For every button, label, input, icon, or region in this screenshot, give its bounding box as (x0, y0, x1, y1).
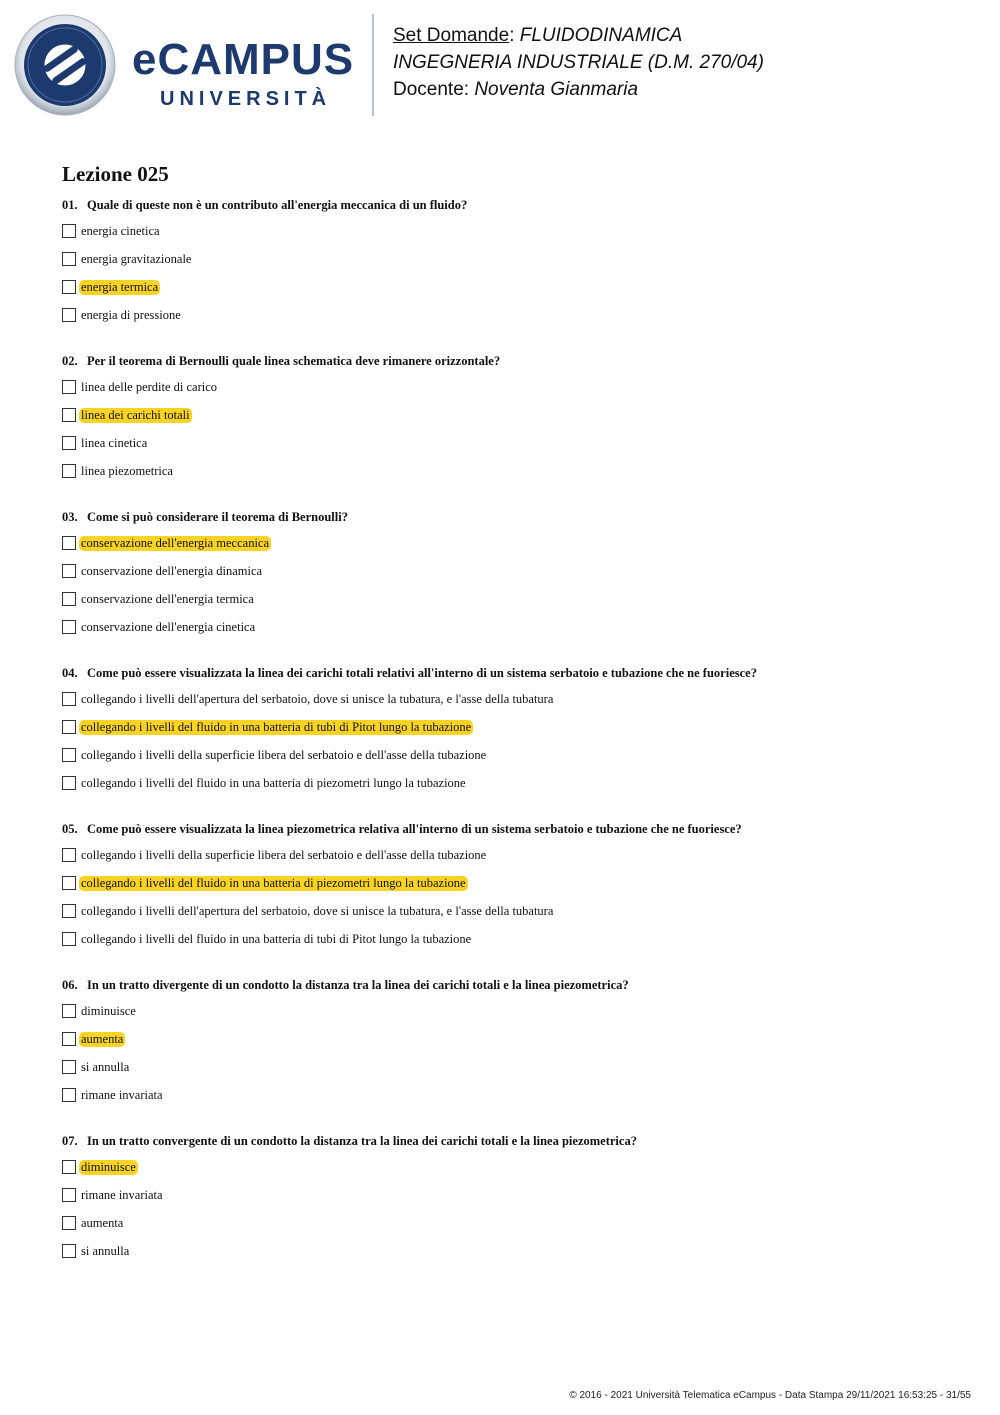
answer-checkbox[interactable] (62, 1188, 76, 1202)
answer-label: conservazione dell'energia termica (81, 592, 254, 606)
question-text: Per il teorema di Bernoulli quale linea schematica deve rimanere orizzontale? (87, 354, 501, 368)
answer-checkbox[interactable] (62, 1160, 76, 1174)
answer-label: si annulla (81, 1060, 130, 1074)
answer-checkbox[interactable] (62, 308, 76, 322)
question-block (62, 197, 962, 336)
question-number: 02. (62, 354, 78, 368)
question-block (62, 665, 962, 804)
question-text: Quale di queste non è un contributo all'energia meccanica di un fluido? (87, 198, 468, 212)
header-divider (372, 14, 374, 116)
question-text: In un tratto convergente di un condotto la distanza tra la linea dei carichi totali e la linea piezometrica? (87, 1134, 637, 1148)
answer-option[interactable] (62, 620, 962, 648)
question-number: 06. (62, 978, 78, 992)
answer-option[interactable] (62, 848, 962, 876)
correct-answer-label: aumenta (81, 1032, 124, 1046)
answer-label: collegando i livelli della superficie libera del serbatoio e dell'asse della tubazione (81, 848, 487, 862)
answer-checkbox[interactable] (62, 692, 76, 706)
question-title (62, 821, 962, 837)
questions-content (62, 160, 962, 1289)
answer-option[interactable] (62, 1032, 962, 1060)
question-number: 03. (62, 510, 78, 524)
answer-option[interactable] (62, 1244, 962, 1272)
answer-checkbox[interactable] (62, 592, 76, 606)
answer-option[interactable] (62, 252, 962, 280)
answer-checkbox[interactable] (62, 1032, 76, 1046)
answer-checkbox[interactable] (62, 776, 76, 790)
answer-checkbox[interactable] (62, 464, 76, 478)
answer-checkbox[interactable] (62, 1216, 76, 1230)
answer-label: rimane invariata (81, 1088, 163, 1102)
answer-checkbox[interactable] (62, 564, 76, 578)
correct-answer-label: energia termica (81, 280, 159, 294)
answer-option[interactable] (62, 904, 962, 932)
correct-answer-label: conservazione dell'energia meccanica (81, 536, 270, 550)
answer-checkbox[interactable] (62, 380, 76, 394)
answer-label: si annulla (81, 1244, 130, 1258)
answer-option[interactable] (62, 408, 962, 436)
teacher-label: Docente: (393, 79, 470, 100)
answer-checkbox[interactable] (62, 876, 76, 890)
answer-option[interactable] (62, 1060, 962, 1088)
answer-option[interactable] (62, 720, 962, 748)
question-text: In un tratto divergente di un condotto la distanza tra la linea dei carichi totali e la linea piezometrica? (87, 978, 629, 992)
lesson-title: Lezione 025 (62, 162, 169, 186)
answer-option[interactable] (62, 308, 962, 336)
answer-checkbox[interactable] (62, 1004, 76, 1018)
answer-option[interactable] (62, 932, 962, 960)
answer-checkbox[interactable] (62, 904, 76, 918)
question-number: 05. (62, 822, 78, 836)
ecampus-seal-icon (14, 14, 116, 116)
answer-checkbox[interactable] (62, 620, 76, 634)
answer-checkbox[interactable] (62, 1060, 76, 1074)
answer-label: linea cinetica (81, 436, 148, 450)
page-footer: © 2016 - 2021 Università Telematica eCampus - Data Stampa 29/11/2021 16:53:25 - 31/55 (569, 1390, 971, 1401)
question-block (62, 821, 962, 960)
question-title (62, 1133, 962, 1149)
answer-option[interactable] (62, 280, 962, 308)
answer-label: linea delle perdite di carico (81, 380, 218, 394)
question-list (62, 197, 962, 1272)
answer-label: collegando i livelli del fluido in una batteria di piezometri lungo la tubazione (81, 776, 466, 790)
answer-label: conservazione dell'energia cinetica (81, 620, 256, 634)
logo-brand: eCAMPUS (132, 35, 355, 84)
correct-answer-label: collegando i livelli del fluido in una batteria di piezometri lungo la tubazione (81, 876, 466, 890)
answer-option[interactable] (62, 464, 962, 492)
set-value: FLUIDODINAMICA (519, 25, 683, 46)
question-text: Come può essere visualizzata la linea dei carichi totali relativi all'interno di un sistema serbatoio e tubazione che ne fuoriesce? (87, 666, 757, 680)
answer-label: collegando i livelli dell'apertura del serbatoio, dove si unisce la tubatura, e l'asse della tubatura (81, 692, 554, 706)
question-title (62, 353, 962, 369)
question-block (62, 1133, 962, 1272)
answer-option[interactable] (62, 536, 962, 564)
answer-checkbox[interactable] (62, 536, 76, 550)
page-header (0, 0, 1000, 130)
answer-label: collegando i livelli dell'apertura del serbatoio, dove si unisce la tubatura, e l'asse della tubatura (81, 904, 554, 918)
answer-checkbox[interactable] (62, 748, 76, 762)
logo-sub: UNIVERSITÀ (160, 88, 332, 110)
course-name: INGEGNERIA INDUSTRIALE (D.M. 270/04) (393, 52, 764, 73)
answer-option[interactable] (62, 1216, 962, 1244)
question-text: Come si può considerare il teorema di Bernoulli? (87, 510, 348, 524)
question-title (62, 977, 962, 993)
question-title (62, 509, 962, 525)
answer-option[interactable] (62, 592, 962, 620)
answer-option[interactable] (62, 436, 962, 464)
answer-option[interactable] (62, 1088, 962, 1116)
answer-checkbox[interactable] (62, 280, 76, 294)
question-block (62, 353, 962, 492)
answer-option[interactable] (62, 748, 962, 776)
teacher-name: Noventa Gianmaria (474, 79, 639, 100)
answer-checkbox[interactable] (62, 252, 76, 266)
answer-option[interactable] (62, 876, 962, 904)
answer-option[interactable] (62, 1188, 962, 1216)
answer-label: rimane invariata (81, 1188, 163, 1202)
question-block (62, 977, 962, 1116)
answer-option[interactable] (62, 224, 962, 252)
answer-checkbox[interactable] (62, 932, 76, 946)
correct-answer-label: linea dei carichi totali (81, 408, 190, 422)
answer-option[interactable] (62, 692, 962, 720)
answer-checkbox[interactable] (62, 848, 76, 862)
answer-label: conservazione dell'energia dinamica (81, 564, 263, 578)
correct-answer-label: diminuisce (81, 1160, 136, 1174)
answer-label: energia gravitazionale (81, 252, 192, 266)
question-number: 07. (62, 1134, 78, 1148)
answer-checkbox[interactable] (62, 1244, 76, 1258)
question-title (62, 665, 962, 681)
answer-option[interactable] (62, 564, 962, 592)
question-number: 01. (62, 198, 78, 212)
answer-checkbox[interactable] (62, 224, 76, 238)
answer-option[interactable] (62, 380, 962, 408)
question-text: Come può essere visualizzata la linea piezometrica relativa all'interno di un sistema serbatoio e tubazione che ne fuoriesce? (87, 822, 742, 836)
answer-label: collegando i livelli della superficie libera del serbatoio e dell'asse della tubazione (81, 748, 487, 762)
answer-option[interactable] (62, 1004, 962, 1032)
answer-label: linea piezometrica (81, 464, 173, 478)
answer-label: aumenta (81, 1216, 124, 1230)
ecampus-logo (132, 35, 355, 111)
answer-option[interactable] (62, 776, 962, 804)
answer-option[interactable] (62, 1160, 962, 1188)
set-label: Set Domande (393, 25, 510, 46)
answer-checkbox[interactable] (62, 436, 76, 450)
question-title (62, 197, 962, 213)
answer-label: diminuisce (81, 1004, 136, 1018)
answer-checkbox[interactable] (62, 720, 76, 734)
header-info: Set Domande: FLUIDODINAMICA INGEGNERIA INDUSTRIALE (D.M. 270/04) Docente: Noventa Gianmaria (393, 25, 764, 100)
answer-checkbox[interactable] (62, 408, 76, 422)
answer-label: collegando i livelli del fluido in una batteria di tubi di Pitot lungo la tubazione (81, 932, 472, 946)
question-number: 04. (62, 666, 78, 680)
correct-answer-label: collegando i livelli del fluido in una batteria di tubi di Pitot lungo la tubazione (81, 720, 472, 734)
question-block (62, 509, 962, 648)
answer-label: energia di pressione (81, 308, 181, 322)
answer-checkbox[interactable] (62, 1088, 76, 1102)
answer-label: energia cinetica (81, 224, 160, 238)
